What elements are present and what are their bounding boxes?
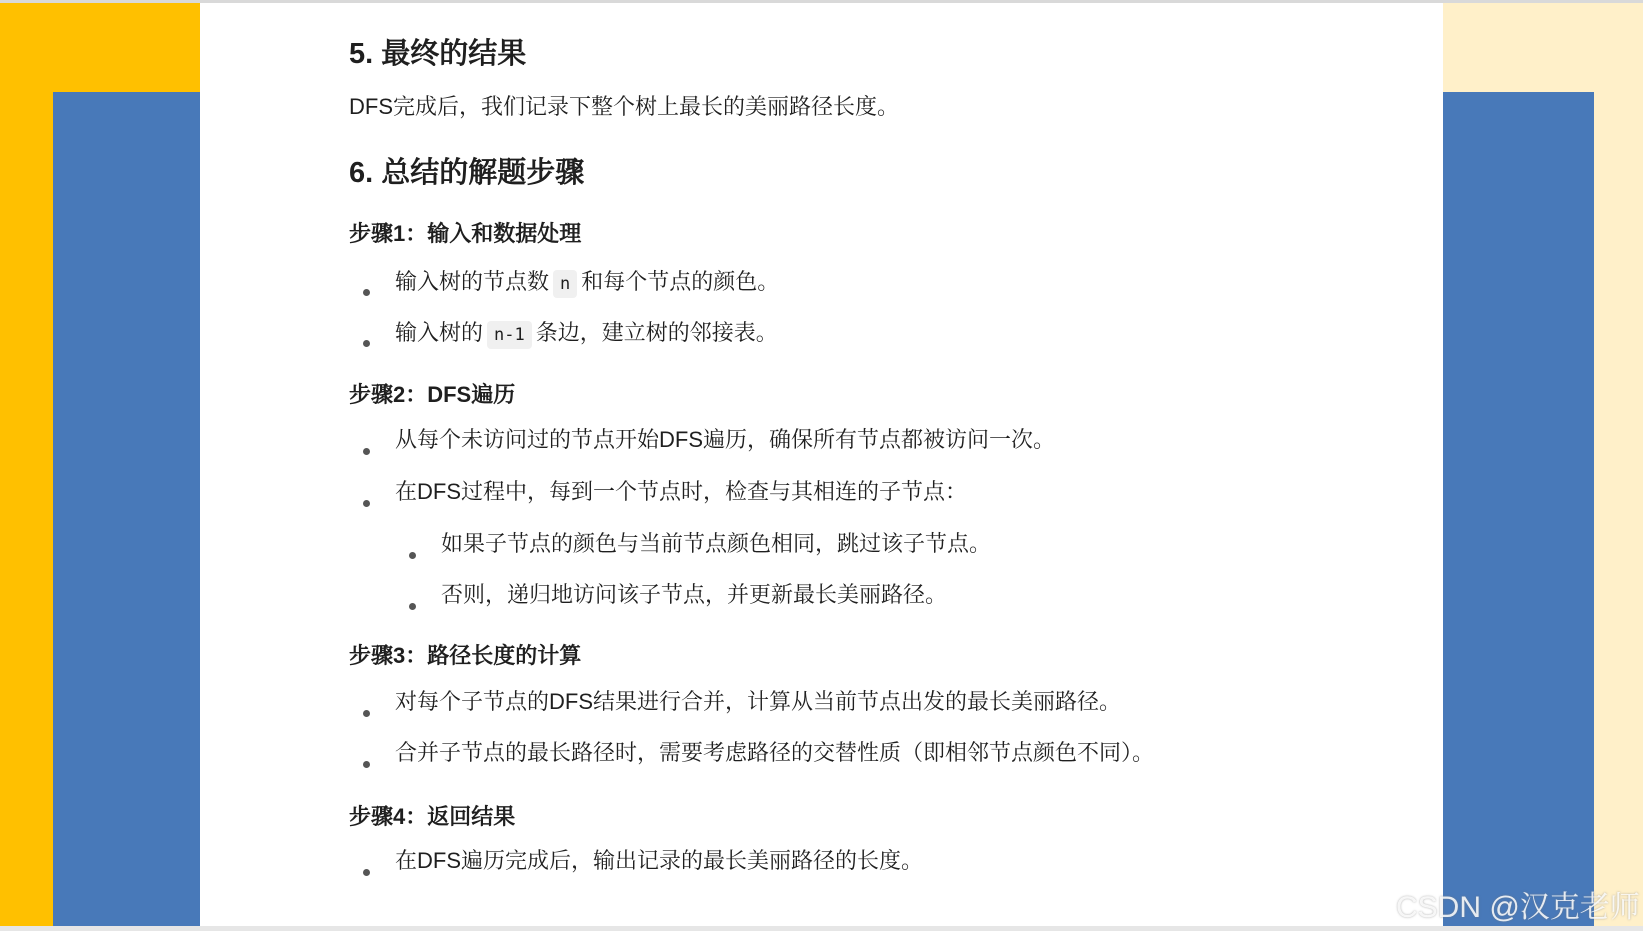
- section5-text: DFS完成后，我们记录下整个树上最长的美丽路径长度。: [349, 94, 900, 119]
- step1-item-1: [395, 265, 779, 296]
- bullet: [363, 869, 370, 876]
- left-decor-blue: [53, 92, 200, 926]
- bullet: [363, 448, 370, 455]
- step3-item-2: 合并子节点的最长路径时，需要考虑路径的交替性质（即相邻节点颜色不同）。: [395, 740, 1155, 765]
- bullet: [363, 289, 370, 296]
- step1-item-2: [395, 316, 778, 347]
- section5-heading: 5. 最终的结果: [349, 38, 527, 70]
- inline-code-n-1: n-1: [487, 321, 532, 349]
- sub-bullet: [409, 552, 416, 559]
- step4-item-1: 在DFS遍历完成后，输出记录的最长美丽路径的长度。: [395, 848, 924, 873]
- step2-title: 步骤2：DFS遍历: [349, 382, 516, 407]
- step1-item-1-text-after: 和每个节点的颜色。: [581, 269, 780, 294]
- step1-item-2-text: 输入树的: [395, 320, 484, 345]
- section6-heading: 6. 总结的解题步骤: [349, 157, 585, 189]
- right-decor-blue: [1443, 92, 1594, 926]
- step3-item-1: 对每个子节点的DFS结果进行合并，计算从当前节点出发的最长美丽路径。: [395, 689, 1122, 714]
- bullet: [363, 761, 370, 768]
- step1-title: 步骤1：输入和数据处理: [349, 221, 582, 246]
- bullet: [363, 500, 370, 507]
- step4-title: 步骤4：返回结果: [349, 804, 516, 829]
- document-content: [200, 3, 1443, 926]
- step1-item-2-text-after: 条边，建立树的邻接表。: [535, 320, 778, 345]
- bullet: [363, 710, 370, 717]
- step2-sub-item-1: 如果子节点的颜色与当前节点颜色相同，跳过该子节点。: [441, 531, 992, 556]
- bottom-border: [0, 926, 1643, 931]
- inline-code-n: n: [553, 270, 577, 298]
- step2-sub-item-2: 否则，递归地访问该子节点，并更新最长美丽路径。: [441, 582, 948, 607]
- watermark: CSDN @汉克老师: [1396, 891, 1640, 924]
- step3-title: 步骤3：路径长度的计算: [349, 643, 582, 668]
- bullet: [363, 340, 370, 347]
- step2-item-2: 在DFS过程中，每到一个节点时，检查与其相连的子节点：: [395, 479, 968, 504]
- sub-bullet: [409, 603, 416, 610]
- step1-item-1-text: 输入树的节点数: [395, 269, 550, 294]
- step2-item-1: 从每个未访问过的节点开始DFS遍历，确保所有节点都被访问一次。: [395, 427, 1056, 452]
